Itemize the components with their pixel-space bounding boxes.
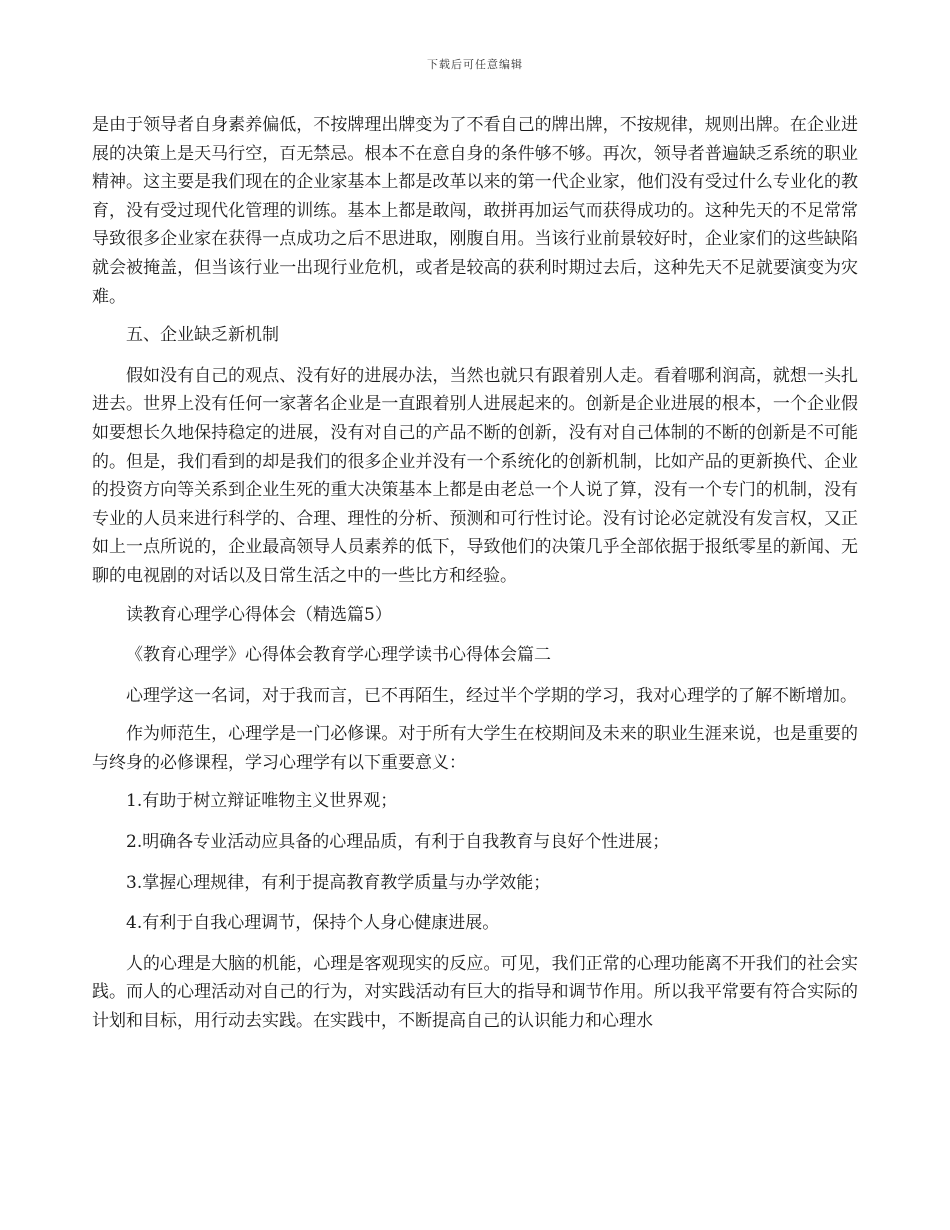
- list-item-1: 1.有助于树立辩证唯物主义世界观；: [126, 791, 398, 812]
- list-item-4: 4.有利于自我心理调节，保持个人身心健康进展。: [126, 913, 500, 934]
- list-item-3: 3.掌握心理规律，有利于提高教育教学质量与办学效能；: [126, 872, 551, 893]
- article-title: 读教育心理学心得体会（精选篇5）: [126, 604, 392, 625]
- paragraph-psychology-intro: 心理学这一名词，对于我而言，已不再陌生，经过半个学期的学习，我对心理学的了解不断增加。: [126, 685, 857, 706]
- document-body: [92, 111, 858, 1046]
- paragraph-innovation-mechanism: 假如没有自己的观点、没有好的进展办法，当然也就只有跟着别人走。看着哪利润高，就想一头扎进去。世界上没有任何一家著名企业是一直跟着别人进展起来的。创新是企业进展的根本，一个企业假如要想长久地保持稳定的进展，没有对自己的产品不断的创新，没有对自己体制的不断的创新是不可能的。但是，我们看到的却是我们的很多企业并没有一个系统化的创新机制，比如产品的更新换代、企业的投资方向等关系到企业生死的重大决策基本上都是由老总一个人说了算，没有一个专门的机制，没有专业的人员来进行科学的、合理、理性的分析、预测和可行性讨论。没有讨论必定就没有发言权，又正如上一点所说的，企业最高领导人员素养的低下，导致他们的决策几乎全部依据于报纸零星的新闻、无聊的电视剧的对话以及日常生活之中的一些比方和经验。: [92, 365, 858, 586]
- paragraph-leadership-quality: 是由于领导者自身素养偏低，不按牌理出牌变为了不看自己的牌出牌，不按规律，规则出牌。在企业进展的决策上是天马行空，百无禁忌。根本不在意自身的条件够不够。再次，领导者普遍缺乏系统的职业精神。这主要是我们现在的企业家基本上都是改革以来的第一代企业家，他们没有受过什么专业化的教育，没有受过现代化管理的训练。基本上都是敢闯，敢拼再加运气而获得成功的。这种先天的不足常常导致很多企业家在获得一点成功之后不思进取，刚腹自用。当该行业前景较好时，企业家们的这些缺陷就会被掩盖，但当该行业一出现行业危机，或者是较高的获利时期过去后，这种先天不足就要演变为灾难。: [92, 115, 858, 307]
- article-subtitle: 《教育心理学》心得体会教育学心理学读书心得体会篇二: [126, 645, 551, 666]
- list-item-2: 2.明确各专业活动应具备的心理品质，有利于自我教育与良好个性进展；: [126, 832, 670, 853]
- paragraph-psychology-practice: 人的心理是大脑的机能，心理是客观现实的反应。可见，我们正常的心理功能离不开我们的社会实践。而人的心理活动对自己的行为，对实践活动有巨大的指导和调节作用。所以我平常要有符合实际的计划和目标，用行动去实践。在实践中，不断提高自己的认识能力和心理水: [92, 953, 858, 1032]
- section-heading-innovation: 五、企业缺乏新机制: [126, 325, 279, 346]
- page-header: 下载后可任意编辑: [427, 58, 523, 71]
- paragraph-required-course: 作为师范生，心理学是一门必修课。对于所有大学生在校期间及未来的职业生涯来说，也是重要的与终身的必修课程，学习心理学有以下重要意义：: [92, 724, 858, 773]
